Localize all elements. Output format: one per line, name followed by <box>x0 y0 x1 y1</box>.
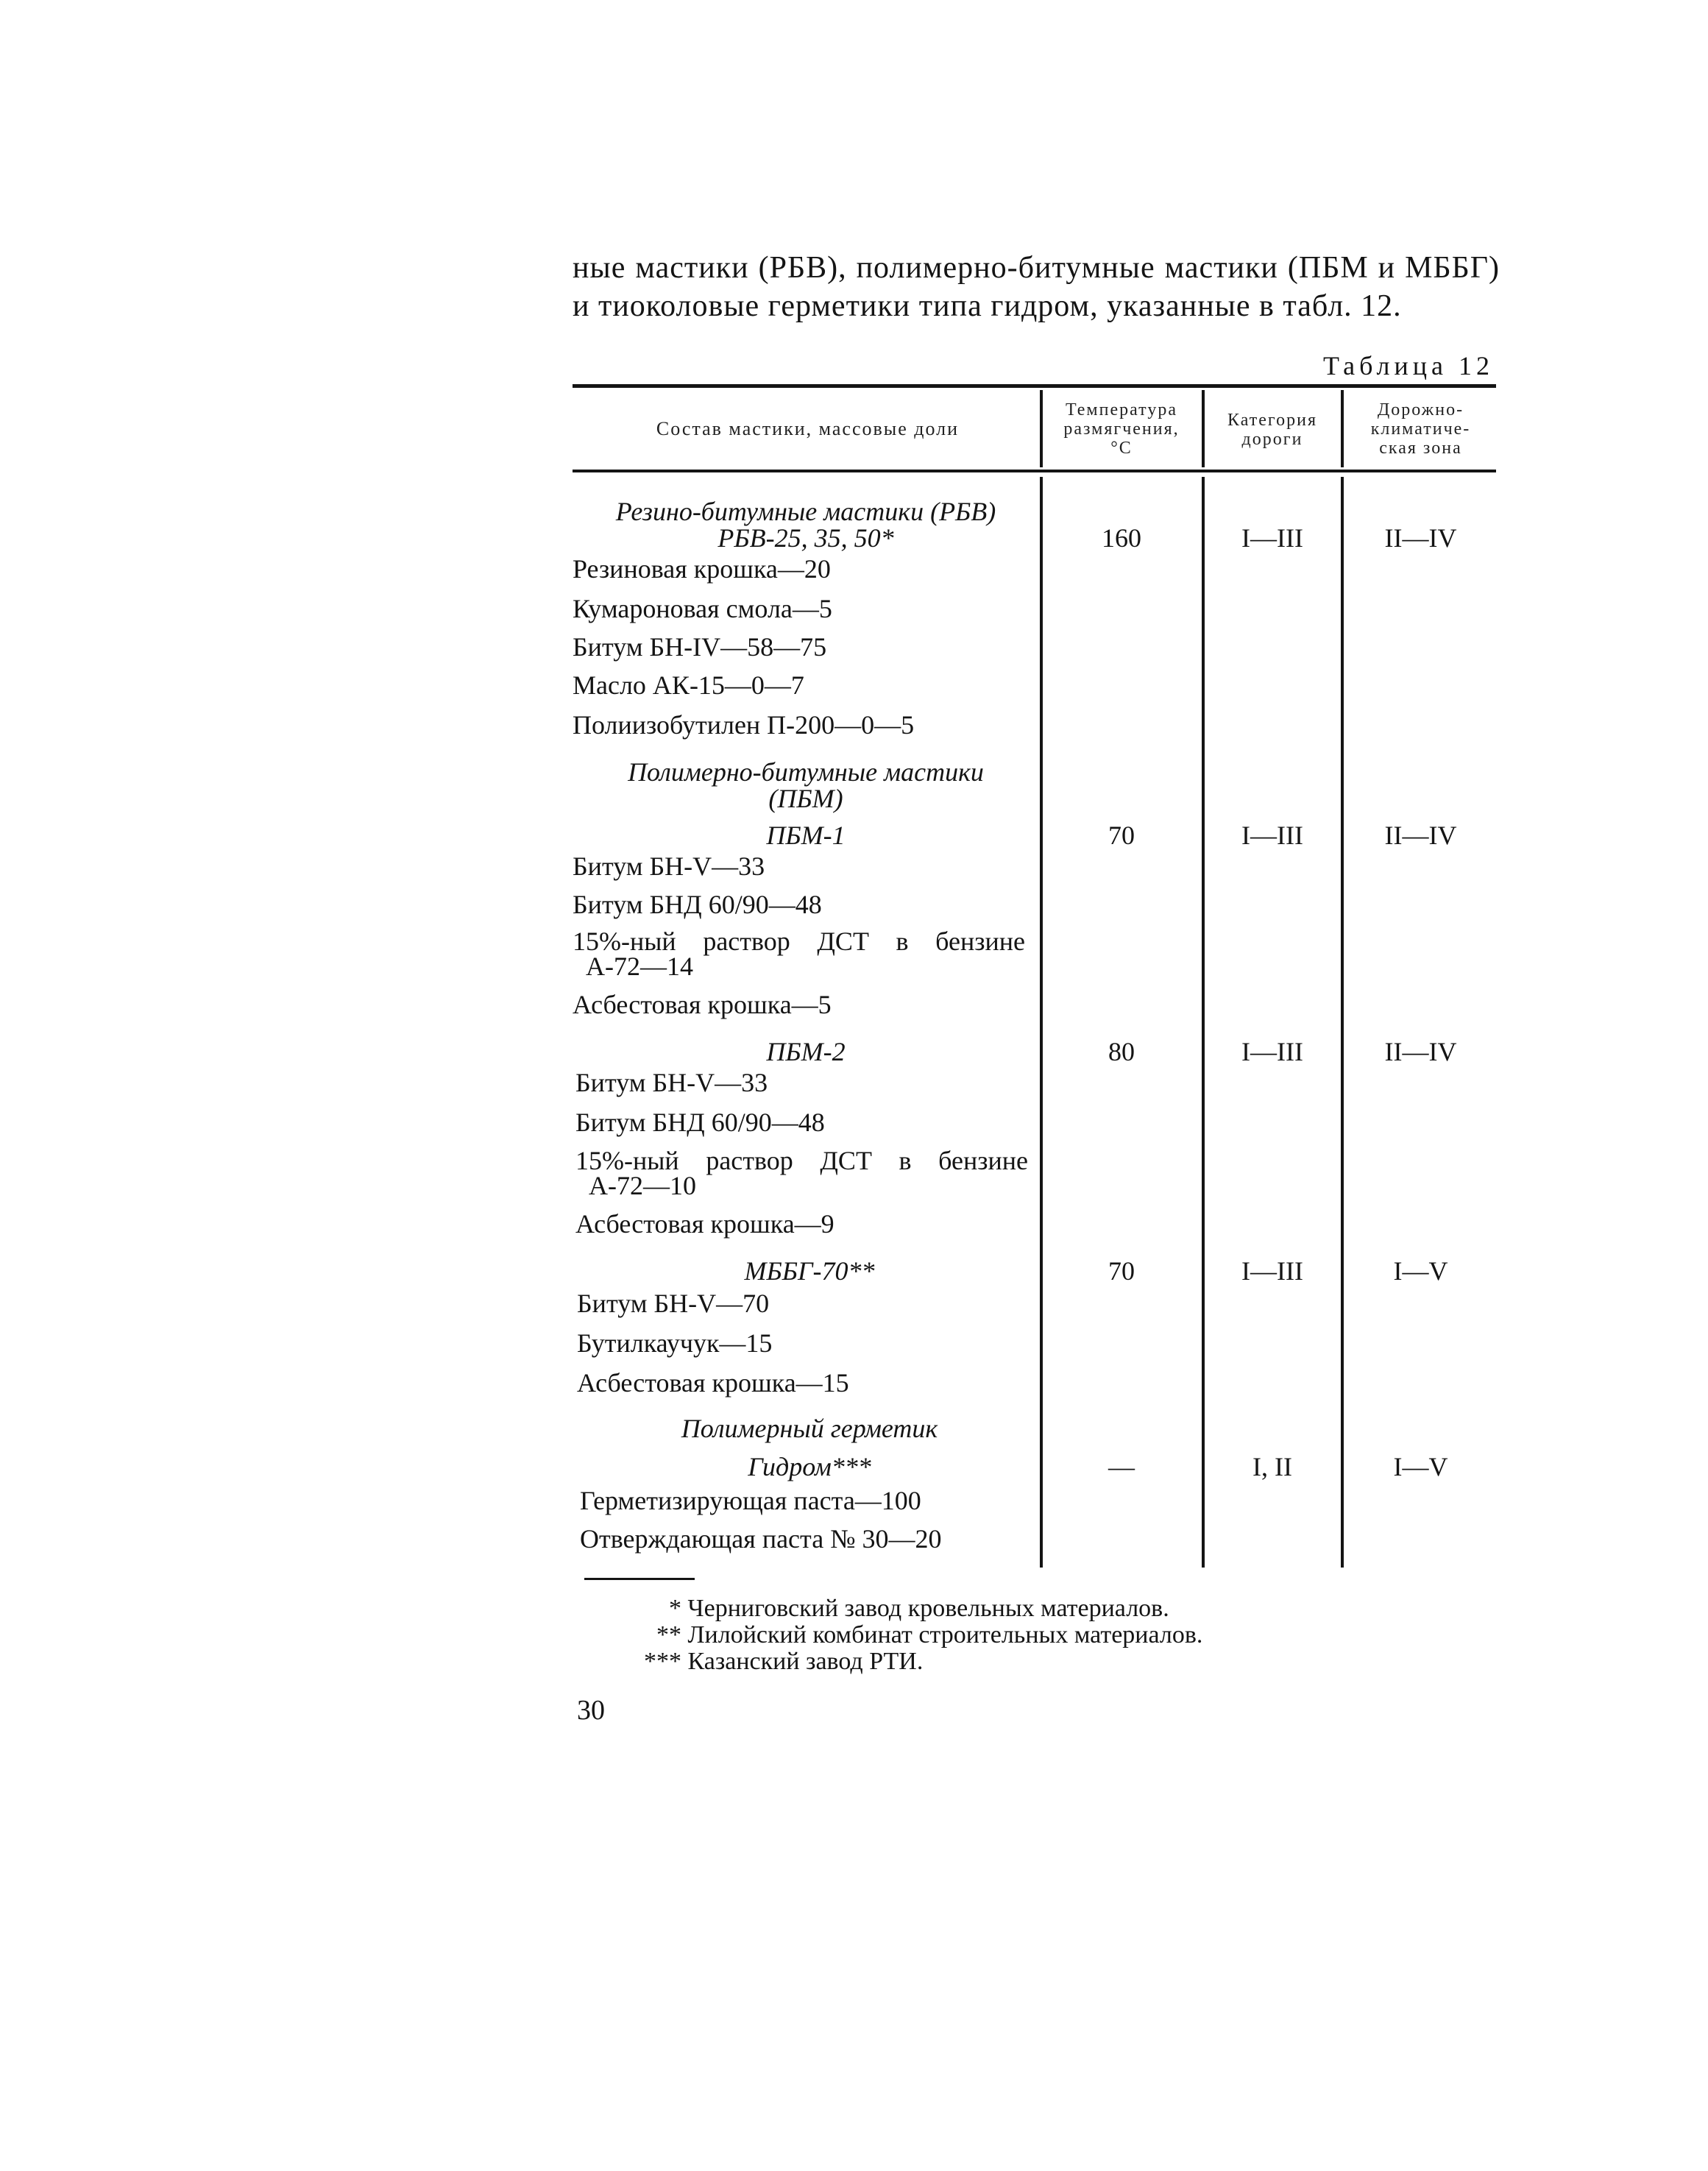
group-heading: Полимерный герметик <box>681 1414 938 1443</box>
temperature-value: — <box>1108 1452 1135 1481</box>
group-heading: Гидром*** <box>748 1452 871 1481</box>
composition-item-solution <box>575 1148 1028 1198</box>
composition-item: Битум БН-V—33 <box>573 851 765 881</box>
composition-item: Герметизирующая паста—100 <box>580 1486 921 1515</box>
solution-word: раствор <box>706 1146 793 1175</box>
composition-item: Резиновая крошка—20 <box>573 554 831 584</box>
header-zone-line: Дорожно- <box>1377 400 1464 419</box>
footnote-rule <box>584 1578 695 1580</box>
solution-word: 15%-ный <box>573 927 676 956</box>
column-divider-1 <box>1040 477 1043 1568</box>
group-heading: (ПБМ) <box>768 784 843 813</box>
table-header-rule <box>573 470 1496 472</box>
group-heading: РБВ-25, 35, 50* <box>717 523 894 553</box>
category-value: I, II <box>1252 1452 1292 1481</box>
header-temperature-line: Температура <box>1066 400 1177 419</box>
header-zone-line: ская зона <box>1379 439 1462 458</box>
footnote <box>623 1647 923 1676</box>
footnote-text: Казанский завод РТИ. <box>687 1648 924 1675</box>
composition-item: Кумароновая смола—5 <box>573 594 832 623</box>
footnote-text: Черниговский завод кровельных материалов. <box>687 1595 1169 1622</box>
composition-item: Битум БН-IV—58—75 <box>573 632 827 662</box>
composition-item-solution <box>573 929 1025 979</box>
composition-item: Битум БНД 60/90—48 <box>575 1108 825 1137</box>
composition-item: Отверждающая паста № 30—20 <box>580 1524 942 1554</box>
temperature-value: 80 <box>1108 1037 1135 1066</box>
column-divider-2 <box>1202 477 1205 1568</box>
solution-word: раствор <box>703 927 790 956</box>
column-divider-2 <box>1202 390 1205 467</box>
group-heading: ПБМ-1 <box>766 821 846 850</box>
solution-word: ДСТ <box>820 1146 872 1175</box>
category-value: I—III <box>1241 1037 1303 1066</box>
column-divider-3 <box>1341 477 1344 1568</box>
zone-value: II—IV <box>1384 821 1457 850</box>
solution-word: в <box>899 1146 912 1175</box>
solution-word: в <box>896 927 909 956</box>
footnote-mark: * <box>669 1595 681 1622</box>
zone-value: I—V <box>1393 1452 1448 1481</box>
header-category-line: дороги <box>1241 430 1303 449</box>
solution-word: 15%-ный <box>575 1146 679 1175</box>
footnote-mark: *** <box>644 1648 681 1675</box>
composition-item: Масло АК-15—0—7 <box>573 670 804 700</box>
header-composition-text: Состав мастики, массовые доли <box>656 418 960 439</box>
header-temperature-line: °С <box>1110 439 1133 458</box>
header-category <box>1205 411 1339 449</box>
solution-word: бензине <box>938 1146 1028 1175</box>
zone-value: II—IV <box>1384 1037 1457 1066</box>
intro-paragraph: ные мастики (РБВ), полимерно-битумные мастики (ПБМ и МББГ) и тиоколовые герметики типа гидром, указанные в табл. 12. <box>573 251 1500 323</box>
composition-item: Битум БН-V—70 <box>577 1289 770 1318</box>
zone-value: I—V <box>1393 1256 1448 1286</box>
composition-item: Асбестовая крошка—5 <box>573 990 832 1019</box>
composition-item: Асбестовая крошка—9 <box>575 1209 834 1239</box>
column-divider-1 <box>1040 390 1043 467</box>
header-zone <box>1345 400 1496 458</box>
header-zone-line: климатиче- <box>1370 419 1471 439</box>
temperature-value: 160 <box>1102 523 1141 553</box>
footnote-mark: ** <box>656 1621 681 1648</box>
column-divider-3 <box>1341 390 1344 467</box>
zone-value: II—IV <box>1384 523 1457 553</box>
table-title: Таблица 12 <box>1323 351 1494 380</box>
header-temperature <box>1043 400 1200 458</box>
solution-line2: А-72—14 <box>586 952 693 981</box>
temperature-value: 70 <box>1108 1256 1135 1286</box>
category-value: I—III <box>1241 523 1303 553</box>
temperature-value: 70 <box>1108 821 1135 850</box>
table-top-rule <box>573 384 1496 388</box>
footnote <box>639 1594 1169 1623</box>
composition-item: Полиизобутилен П-200—0—5 <box>573 710 915 740</box>
group-heading: Резино-битумные мастики (РБВ) <box>615 497 996 526</box>
header-composition <box>581 419 1034 439</box>
category-value: I—III <box>1241 821 1303 850</box>
group-heading: МББГ-70** <box>744 1256 875 1286</box>
composition-item: Битум БН-V—33 <box>575 1068 768 1097</box>
group-heading: ПБМ-2 <box>766 1037 846 1066</box>
header-temperature-line: размягчения, <box>1063 419 1180 439</box>
solution-word: бензине <box>935 927 1025 956</box>
solution-word: ДСТ <box>817 927 869 956</box>
page-number: 30 <box>577 1695 605 1726</box>
composition-item: Бутилкаучук—15 <box>577 1328 773 1358</box>
category-value: I—III <box>1241 1256 1303 1286</box>
composition-item: Битум БНД 60/90—48 <box>573 890 822 919</box>
composition-item: Асбестовая крошка—15 <box>577 1368 849 1398</box>
footnote <box>639 1621 1202 1650</box>
header-category-line: Категория <box>1227 411 1317 430</box>
solution-line2: А-72—10 <box>589 1171 696 1200</box>
footnote-text: Лилойский комбинат строительных материалов. <box>687 1621 1203 1648</box>
group-heading: Полимерно-битумные мастики <box>628 757 984 787</box>
